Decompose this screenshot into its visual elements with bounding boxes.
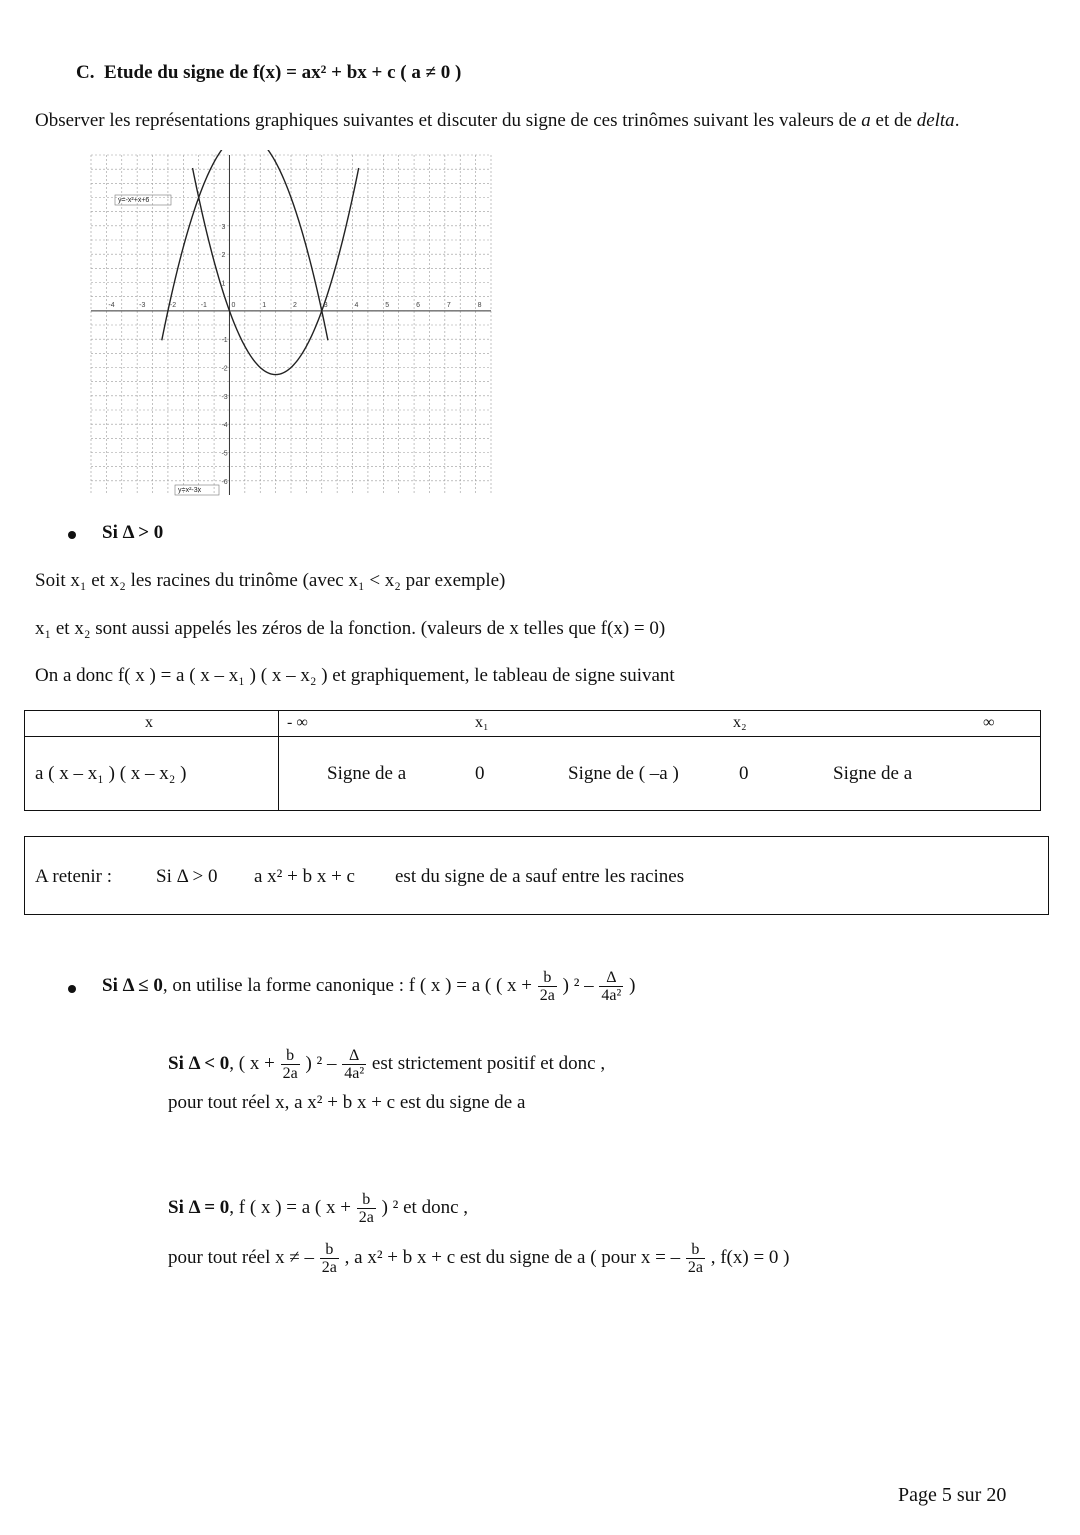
y-tick-label: 1 (221, 280, 226, 288)
intro-var-delta: delta (916, 110, 955, 131)
fraction-b-2a (357, 1191, 376, 1226)
sign-table-minus-inf: - ∞ (287, 714, 308, 731)
canonical-close: ) (629, 975, 636, 996)
fraction-den: 2a (687, 1259, 703, 1277)
sign-table-x-header: x (145, 714, 153, 731)
fraction-delta-4a2 (599, 969, 623, 1004)
page-number: Page 5 sur 20 (898, 1484, 1007, 1506)
fraction-b-2a (320, 1241, 339, 1276)
case-nonpositive-title: Si Δ ≤ 0 (102, 975, 163, 996)
case-positive-line3: On a donc f( x ) = a ( x – x₁ ) ( x – x₂ ) et graphiquement, le tableau de signe suivant (35, 665, 675, 686)
x-tick-label: 6 (416, 301, 420, 309)
fraction-den: 2a (321, 1259, 337, 1277)
sign-table-row-label: a ( x – x₁ ) ( x – x₂ ) (35, 763, 187, 784)
retain-expression: a x² + b x + c (254, 866, 355, 887)
section-heading (76, 62, 461, 84)
case-zero-open: , f ( x ) = a ( x + (229, 1197, 351, 1218)
bullet-case-nonpositive (68, 985, 76, 993)
fraction-num: b (686, 1241, 705, 1259)
x-tick-label: 0 (231, 301, 236, 309)
intro-text-2: et de (875, 110, 912, 131)
x-tick-label: -2 (169, 301, 177, 309)
intro-var-a: a (861, 110, 871, 131)
case-zero-line (168, 1184, 468, 1232)
case-positive-line1: Soit x₁ et x₂ les racines du trinôme (avec x₁ < x₂ par exemple) (35, 570, 506, 591)
fraction-num: b (281, 1047, 300, 1065)
x-tick-label: 2 (293, 301, 297, 309)
fraction-delta-4a2 (342, 1047, 366, 1082)
fraction-num: b (357, 1191, 376, 1209)
fraction-den: 4a² (344, 1065, 365, 1083)
fraction-num: b (320, 1241, 339, 1259)
x-tick-label: 7 (446, 301, 451, 309)
canonical-mid: ) ² – (562, 975, 594, 996)
sign-table-sign-1: Signe de a (327, 763, 407, 784)
y-tick-label: -3 (221, 393, 228, 401)
y-tick-label: -2 (221, 365, 228, 373)
fraction-num: Δ (599, 969, 623, 987)
case-nonpositive-line (102, 962, 635, 1010)
retain-condition: Si Δ > 0 (156, 866, 218, 887)
y-tick-label: 2 (221, 252, 226, 260)
sign-table-sign-3: Signe de a (833, 763, 913, 784)
retain-box (24, 836, 1049, 915)
sign-table-zero-2: 0 (739, 763, 749, 784)
sign-table-plus-inf: ∞ (983, 714, 995, 731)
sign-table (24, 710, 1041, 811)
intro-end: . (954, 110, 960, 131)
sign-table-sign-2: Signe de ( –a ) (568, 763, 679, 784)
parabola-graph (86, 150, 496, 500)
case-negative-tail: est strictement positif et donc , (371, 1053, 606, 1074)
x-tick-label: 8 (477, 301, 482, 309)
sign-table-x1: x₁ (475, 714, 489, 731)
fraction-den: 4a² (601, 987, 622, 1005)
y-tick-label: -5 (221, 450, 228, 458)
x-tick-label: -4 (108, 301, 115, 309)
case-negative-line2: pour tout réel x, a x² + b x + c est du signe de a (168, 1092, 526, 1113)
case-zero-text-a: pour tout réel x ≠ – (168, 1247, 315, 1268)
fraction-den: 2a (282, 1065, 298, 1083)
x-tick-label: -3 (139, 301, 146, 309)
fraction-den: 2a (358, 1209, 374, 1227)
graph-grid (91, 155, 491, 495)
case-negative-title: Si Δ < 0 (168, 1053, 230, 1074)
x-tick-label: 3 (323, 301, 328, 309)
case-negative-mid: ) ² – (305, 1053, 337, 1074)
fraction-num: Δ (342, 1047, 366, 1065)
case-positive-title: Si Δ > 0 (102, 522, 164, 543)
sign-table-zero-1: 0 (475, 763, 485, 784)
sign-table-x2: x₂ (733, 714, 747, 731)
case-zero-tail: ) ² et donc , (381, 1197, 469, 1218)
case-nonpositive-intro: , on utilise la forme canonique : f ( x ) = a ( ( x + (162, 975, 533, 996)
y-tick-label: -6 (221, 478, 228, 486)
x-tick-label: 1 (262, 301, 267, 309)
case-negative-line (168, 1040, 605, 1088)
fraction-den: 2a (539, 987, 555, 1005)
case-zero-line2 (168, 1234, 790, 1282)
y-tick-label: -1 (221, 337, 228, 345)
y-tick-label: 3 (221, 223, 226, 231)
graph-ticks (108, 224, 481, 486)
retain-text: est du signe de a sauf entre les racines (395, 866, 685, 887)
intro-text: Observer les représentations graphiques suivantes et discuter du signe de ces trinômes suivant les valeurs de (35, 110, 857, 131)
intro-paragraph (35, 110, 959, 132)
x-tick-label: 4 (354, 301, 359, 309)
retain-label: A retenir : (35, 866, 113, 887)
case-negative-open: , ( x + (229, 1053, 275, 1074)
curve-label-bottom: y=x²-3x (178, 487, 202, 494)
case-zero-title: Si Δ = 0 (168, 1197, 230, 1218)
bullet-case-positive (68, 531, 76, 539)
case-zero-text-b: , a x² + b x + c est du signe de a ( pour x = – (344, 1247, 681, 1268)
curve-label-top: y=-x²+x+6 (118, 197, 150, 204)
fraction-b-2a (538, 969, 557, 1004)
fraction-num: b (538, 969, 557, 987)
fraction-b-2a (686, 1241, 705, 1276)
fraction-b-2a (281, 1047, 300, 1082)
heading-prefix: C. (76, 62, 95, 83)
x-tick-label: -1 (200, 301, 207, 309)
y-tick-label: -4 (221, 422, 228, 430)
case-zero-text-c: , f(x) = 0 ) (710, 1247, 790, 1268)
x-tick-label: 5 (385, 301, 390, 309)
case-positive-line2: x₁ et x₂ sont aussi appelés les zéros de la fonction. (valeurs de x telles que f(x) = 0) (35, 618, 666, 639)
heading-text: Etude du signe de f(x) = ax² + bx + c ( a ≠ 0 ) (103, 62, 462, 83)
